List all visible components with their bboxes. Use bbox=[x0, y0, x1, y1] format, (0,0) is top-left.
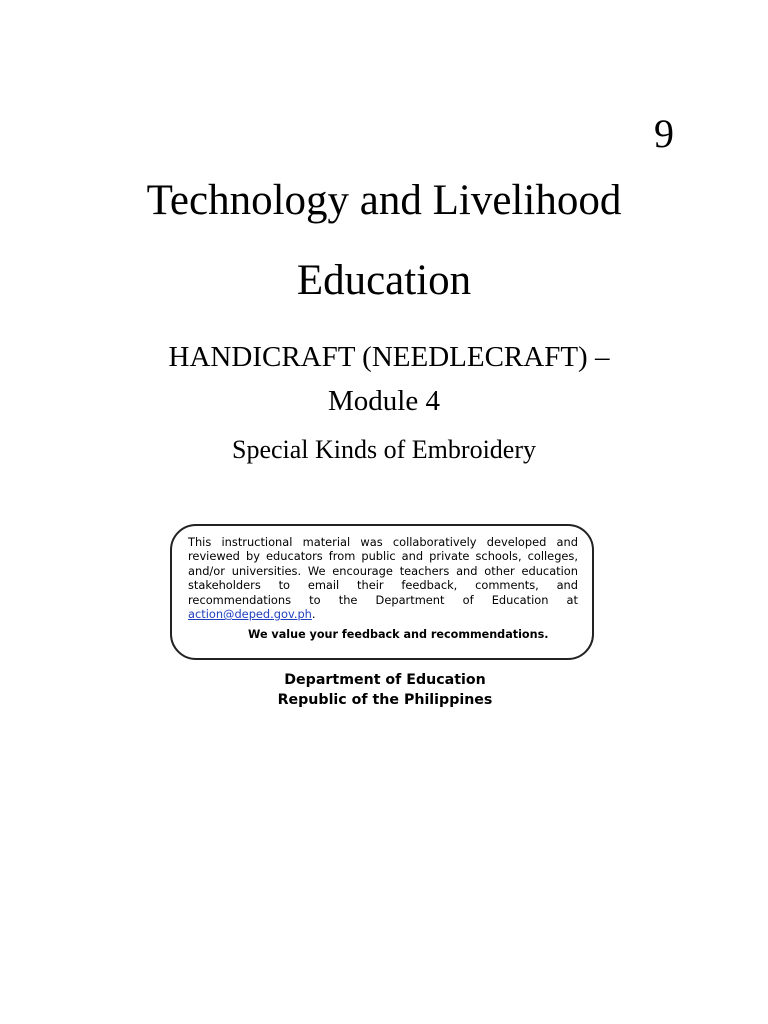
subject-heading: HANDICRAFT (NEEDLECRAFT) – bbox=[168, 341, 610, 373]
module-number: Module 4 bbox=[328, 385, 440, 417]
department-name: Department of Education bbox=[284, 672, 486, 688]
country-name: Republic of the Philippines bbox=[277, 692, 493, 708]
title-line-2: Education bbox=[296, 257, 472, 304]
notice-period: . bbox=[311, 607, 316, 622]
notice-paragraph bbox=[188, 535, 578, 621]
publisher-block bbox=[0, 670, 768, 710]
module-topic: Special Kinds of Embroidery bbox=[232, 435, 536, 464]
grade-number: 9 bbox=[654, 111, 674, 156]
email-link[interactable]: action@deped.gov.ph bbox=[188, 607, 312, 622]
feedback-notice-box bbox=[170, 524, 594, 660]
title-line-1: Technology and Livelihood bbox=[146, 177, 622, 224]
feedback-statement: We value your feedback and recommendations. bbox=[248, 628, 549, 642]
notice-text: This instructional material was collaboratively developed and reviewed by educators from public and private schools, colleges, and/or universities. We encourage teachers and other education stakeholders to email their feedback, comments, and recommendations to the Department of Education at bbox=[188, 535, 578, 607]
